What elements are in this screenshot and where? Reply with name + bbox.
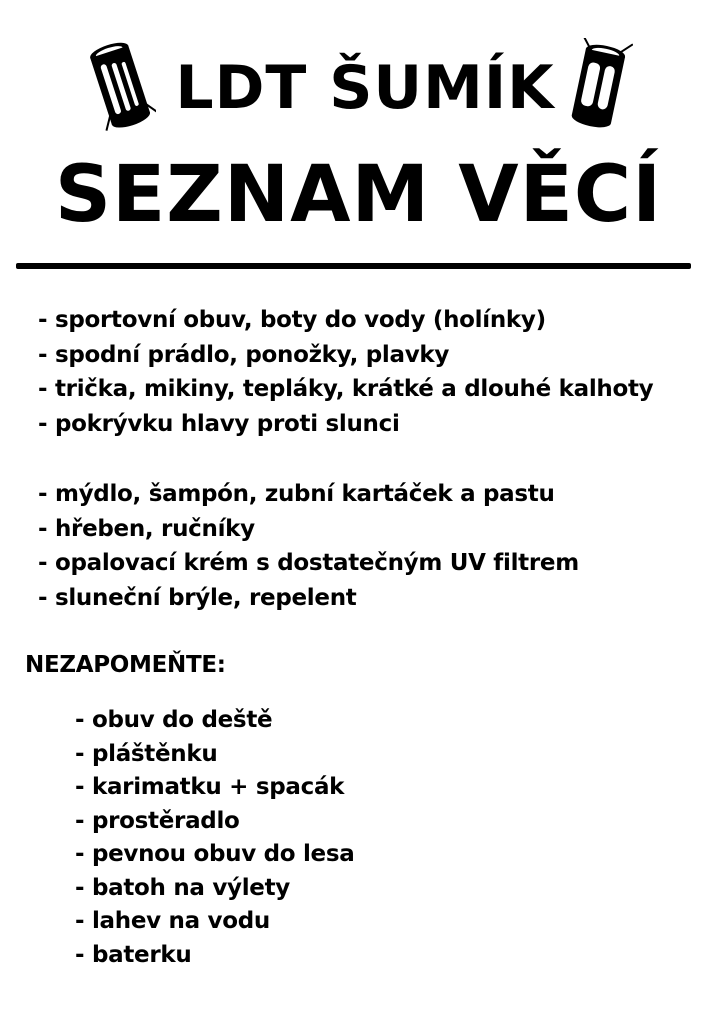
list-item: - spodní prádlo, ponožky, plavky — [38, 341, 450, 368]
list-item: - pláštěnku — [75, 740, 218, 767]
reminder-heading: NEZAPOMEŇTE: — [25, 652, 226, 678]
barrel-drum-icon-left — [86, 38, 156, 138]
list-item: - sluneční brýle, repelent — [38, 584, 357, 611]
divider — [16, 263, 691, 269]
list-item: - opalovací krém s dostatečným UV filtrem — [38, 550, 579, 576]
list-item: - baterku — [75, 941, 192, 968]
list-item: - karimatku + spacák — [75, 774, 345, 800]
hygiene-list — [38, 477, 579, 615]
barrel-drum-icon-right — [563, 38, 633, 138]
clothing-list — [38, 303, 653, 441]
list-item: - pevnou obuv do lesa — [75, 841, 355, 867]
list-item: - sportovní obuv, boty do vody (holínky) — [38, 307, 546, 333]
reminder-list — [75, 704, 354, 972]
title-row — [0, 38, 717, 138]
page-title: SEZNAM VĚCÍ — [54, 150, 663, 240]
list-item: - obuv do deště — [75, 707, 273, 733]
list-item: - prostěradlo — [75, 807, 240, 834]
camp-title: LDT ŠUMÍK — [175, 53, 555, 123]
list-item: - hřeben, ručníky — [38, 515, 255, 542]
list-item: - mýdlo, šampón, zubní kartáček a pastu — [38, 481, 555, 507]
list-item: - trička, mikiny, tepláky, krátké a dlouhé kalhoty — [38, 376, 654, 402]
list-item: - pokrývku hlavy proti slunci — [38, 410, 400, 437]
list-item: - batoh na výlety — [75, 874, 290, 901]
list-item: - lahev na vodu — [75, 908, 270, 934]
